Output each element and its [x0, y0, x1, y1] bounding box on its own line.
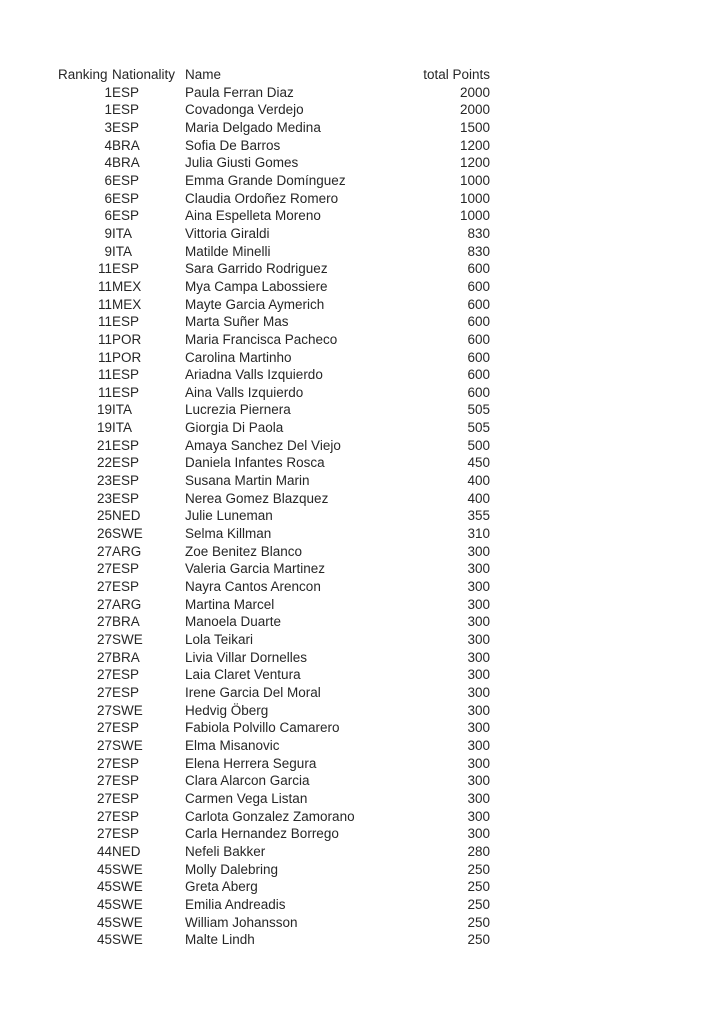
table-row	[58, 719, 490, 737]
points-cell: 300	[467, 720, 490, 736]
table-row	[58, 843, 490, 861]
ranking-cell: 9	[104, 225, 112, 241]
nationality-cell: ITA	[112, 225, 132, 241]
points-cell: 1000	[459, 208, 490, 224]
table-row	[58, 578, 490, 596]
table-row	[58, 507, 490, 525]
table-row	[58, 543, 490, 561]
ranking-cell: 27	[96, 773, 112, 789]
name-cell: Marta Suñer Mas	[185, 314, 289, 330]
nationality-cell: BRA	[112, 614, 140, 630]
name-cell: Laia Claret Ventura	[185, 667, 301, 683]
points-cell: 830	[467, 243, 490, 259]
points-cell: 300	[467, 561, 490, 577]
points-cell: 1200	[459, 155, 490, 171]
table-row	[58, 349, 490, 367]
name-cell: Mya Campa Labossiere	[185, 278, 328, 294]
points-cell: 1000	[459, 190, 490, 206]
ranking-cell: 27	[96, 755, 112, 771]
points-cell: 1500	[459, 119, 490, 135]
ranking-cell: 11	[97, 314, 112, 330]
table-row	[58, 331, 490, 349]
nationality-cell: MEX	[112, 296, 142, 312]
nationality-cell: ESP	[112, 102, 140, 118]
table-row	[58, 790, 490, 808]
name-cell: Sofia De Barros	[185, 137, 281, 153]
name-cell: Carla Hernandez Borrego	[185, 826, 339, 842]
nationality-cell: NED	[112, 508, 141, 524]
nationality-cell: ITA	[112, 402, 132, 418]
name-cell: Valeria Garcia Martinez	[185, 561, 326, 577]
points-cell: 505	[467, 420, 490, 436]
ranking-cell: 45	[96, 932, 112, 948]
table-row	[58, 437, 490, 455]
ranking-cell: 44	[96, 843, 112, 859]
nationality-cell: ESP	[112, 684, 140, 700]
nationality-cell: ESP	[112, 172, 140, 188]
points-cell: 400	[467, 490, 490, 506]
name-cell: Emilia Andreadis	[185, 896, 286, 912]
points-cell: 300	[467, 684, 490, 700]
points-cell: 250	[467, 861, 490, 877]
nationality-cell: ESP	[112, 473, 140, 489]
nationality-cell: ESP	[112, 808, 140, 824]
table-row	[58, 472, 490, 490]
ranking-cell: 27	[96, 826, 112, 842]
nationality-cell: ITA	[112, 243, 132, 259]
points-cell: 600	[467, 349, 490, 365]
name-cell: Greta Aberg	[185, 879, 258, 895]
name-cell: Covadonga Verdejo	[185, 102, 304, 118]
header-row	[58, 66, 490, 84]
ranking-cell: 6	[104, 190, 112, 206]
ranking-cell: 27	[96, 579, 112, 595]
table-row	[58, 101, 490, 119]
ranking-cell: 11	[97, 349, 112, 365]
name-cell: Matilde Minelli	[185, 243, 271, 259]
ranking-cell: 4	[104, 137, 112, 153]
column-header-name: Name	[185, 67, 222, 82]
nationality-cell: ESP	[112, 490, 140, 506]
column-header-ranking: Ranking	[58, 67, 108, 82]
table-row	[58, 190, 490, 208]
name-cell: Livia Villar Dornelles	[185, 649, 308, 665]
table-row	[58, 649, 490, 667]
nationality-cell: ARG	[112, 596, 142, 612]
name-cell: Elena Herrera Segura	[185, 755, 317, 771]
points-cell: 300	[467, 596, 490, 612]
ranking-cell: 1	[104, 102, 112, 118]
table-header	[58, 66, 490, 84]
ranking-cell: 11	[97, 331, 112, 347]
points-cell: 600	[467, 367, 490, 383]
ranking-table-body	[58, 84, 490, 949]
ranking-cell: 21	[96, 437, 112, 453]
name-cell: Malte Lindh	[185, 932, 255, 948]
points-cell: 300	[467, 667, 490, 683]
name-cell: Aina Espelleta Moreno	[185, 208, 321, 224]
ranking-cell: 23	[96, 490, 112, 506]
nationality-cell: SWE	[112, 702, 143, 718]
nationality-cell: SWE	[112, 526, 143, 542]
name-cell: Clara Alarcon Garcia	[185, 773, 310, 789]
ranking-cell: 26	[96, 526, 112, 542]
points-cell: 250	[467, 879, 490, 895]
nationality-cell: ESP	[112, 667, 140, 683]
name-cell: Selma Killman	[185, 526, 272, 542]
name-cell: Giorgia Di Paola	[185, 420, 284, 436]
ranking-cell: 45	[96, 879, 112, 895]
name-cell: Carlota Gonzalez Zamorano	[185, 808, 355, 824]
ranking-cell: 19	[96, 420, 112, 436]
ranking-table	[58, 66, 490, 949]
table-row	[58, 278, 490, 296]
table-row	[58, 384, 490, 402]
name-cell: Susana Martin Marin	[185, 473, 310, 489]
ranking-cell: 6	[104, 172, 112, 188]
table-row	[58, 737, 490, 755]
name-cell: Hedvig Öberg	[185, 702, 269, 718]
nationality-cell: ARG	[112, 543, 142, 559]
ranking-cell: 45	[96, 914, 112, 930]
nationality-cell: ESP	[112, 84, 140, 100]
table-row	[58, 225, 490, 243]
points-cell: 300	[467, 543, 490, 559]
nationality-cell: SWE	[112, 914, 143, 930]
points-cell: 2000	[459, 84, 490, 100]
nationality-cell: ESP	[112, 720, 140, 736]
column-header-total-points: total Points	[423, 67, 490, 82]
ranking-cell: 27	[96, 561, 112, 577]
nationality-cell: ESP	[112, 790, 140, 806]
points-cell: 1200	[459, 137, 490, 153]
points-cell: 600	[467, 314, 490, 330]
nationality-cell: ESP	[112, 314, 140, 330]
table-row	[58, 454, 490, 472]
points-cell: 250	[467, 896, 490, 912]
ranking-cell: 27	[96, 632, 112, 647]
table-row	[58, 260, 490, 278]
ranking-cell: 11	[97, 261, 112, 277]
points-cell: 300	[467, 808, 490, 824]
name-cell: Paula Ferran Diaz	[185, 84, 294, 100]
table-row	[58, 207, 490, 225]
ranking-cell: 9	[104, 243, 112, 259]
name-cell: Fabiola Polvillo Camarero	[185, 720, 340, 736]
ranking-cell: 27	[96, 596, 112, 612]
nationality-cell: ESP	[112, 455, 140, 471]
table-row	[58, 137, 490, 155]
ranking-cell: 11	[97, 367, 112, 383]
ranking-cell: 27	[96, 649, 112, 665]
table-row	[58, 154, 490, 172]
table-row	[58, 490, 490, 508]
nationality-cell: POR	[112, 349, 142, 365]
nationality-cell: MEX	[112, 278, 142, 294]
table-row	[58, 172, 490, 190]
points-cell: 600	[467, 278, 490, 294]
name-cell: Amaya Sanchez Del Viejo	[185, 437, 341, 453]
name-cell: Ariadna Valls Izquierdo	[185, 367, 323, 383]
name-cell: Julie Luneman	[185, 508, 273, 524]
points-cell: 280	[467, 843, 490, 859]
name-cell: Mayte Garcia Aymerich	[185, 296, 325, 312]
points-cell: 300	[467, 737, 490, 753]
name-cell: Irene Garcia Del Moral	[185, 684, 321, 700]
table-row	[58, 401, 490, 419]
nationality-cell: SWE	[112, 879, 143, 895]
points-cell: 2000	[459, 102, 490, 118]
nationality-cell: SWE	[112, 932, 143, 948]
nationality-cell: BRA	[112, 155, 140, 171]
points-cell: 1000	[459, 172, 490, 188]
table-row	[58, 119, 490, 137]
nationality-cell: POR	[112, 331, 142, 347]
table-row	[58, 808, 490, 826]
ranking-cell: 27	[96, 614, 112, 630]
ranking-cell: 45	[96, 861, 112, 877]
ranking-cell: 1	[104, 84, 112, 100]
points-cell: 300	[467, 614, 490, 630]
ranking-cell: 11	[97, 384, 112, 400]
nationality-cell: ESP	[112, 208, 140, 224]
points-cell: 830	[467, 225, 490, 241]
table-row	[58, 84, 490, 102]
nationality-cell: ESP	[112, 561, 140, 577]
nationality-cell: ESP	[112, 119, 140, 135]
name-cell: Vittoria Giraldi	[185, 225, 270, 241]
table-row	[58, 702, 490, 720]
points-cell: 250	[467, 914, 490, 930]
points-cell: 600	[467, 296, 490, 312]
table-row	[58, 825, 490, 843]
nationality-cell: SWE	[112, 737, 143, 753]
nationality-cell: ESP	[112, 261, 140, 277]
table-row	[58, 366, 490, 384]
points-cell: 400	[467, 473, 490, 489]
table-row	[58, 631, 490, 649]
points-cell: 300	[467, 702, 490, 718]
nationality-cell: ESP	[112, 437, 140, 453]
points-cell: 300	[467, 632, 490, 647]
nationality-cell: SWE	[112, 632, 143, 647]
name-cell: Nefeli Bakker	[185, 843, 266, 859]
nationality-cell: ESP	[112, 190, 140, 206]
name-cell: Aina Valls Izquierdo	[185, 384, 304, 400]
points-cell: 300	[467, 826, 490, 842]
name-cell: William Johansson	[185, 914, 298, 930]
name-cell: Carolina Martinho	[185, 349, 292, 365]
ranking-cell: 23	[96, 473, 112, 489]
ranking-cell: 11	[97, 278, 112, 294]
name-cell: Elma Misanovic	[185, 737, 280, 753]
points-cell: 450	[467, 455, 490, 471]
nationality-cell: ESP	[112, 579, 140, 595]
name-cell: Molly Dalebring	[185, 861, 279, 877]
table-row	[58, 296, 490, 314]
table-row	[58, 313, 490, 331]
points-cell: 300	[467, 755, 490, 771]
ranking-cell: 4	[104, 155, 112, 171]
name-cell: Maria Francisca Pacheco	[185, 331, 338, 347]
ranking-cell: 27	[96, 808, 112, 824]
nationality-cell: ESP	[112, 755, 140, 771]
name-cell: Lola Teikari	[185, 632, 254, 647]
ranking-cell: 19	[96, 402, 112, 418]
points-cell: 300	[467, 790, 490, 806]
table-row	[58, 419, 490, 437]
ranking-cell: 27	[96, 720, 112, 736]
nationality-cell: ESP	[112, 384, 140, 400]
name-cell: Sara Garrido Rodriguez	[185, 261, 328, 277]
nationality-cell: NED	[112, 843, 141, 859]
name-cell: Nerea Gomez Blazquez	[185, 490, 329, 506]
nationality-cell: SWE	[112, 861, 143, 877]
points-cell: 250	[467, 932, 490, 948]
column-header-nationality: Nationality	[112, 67, 176, 82]
name-cell: Maria Delgado Medina	[185, 119, 321, 135]
name-cell: Julia Giusti Gomes	[185, 155, 299, 171]
table-row	[58, 684, 490, 702]
nationality-cell: ESP	[112, 367, 140, 383]
table-row	[58, 772, 490, 790]
points-cell: 355	[467, 508, 490, 524]
ranking-cell: 27	[96, 737, 112, 753]
ranking-cell: 27	[96, 702, 112, 718]
table-row	[58, 878, 490, 896]
table-row	[58, 560, 490, 578]
name-cell: Martina Marcel	[185, 596, 275, 612]
table-row	[58, 243, 490, 261]
points-cell: 600	[467, 261, 490, 277]
points-cell: 300	[467, 649, 490, 665]
points-cell: 600	[467, 384, 490, 400]
ranking-cell: 27	[96, 667, 112, 683]
table-row	[58, 613, 490, 631]
points-cell: 600	[467, 331, 490, 347]
ranking-cell: 45	[96, 896, 112, 912]
name-cell: Carmen Vega Listan	[185, 790, 308, 806]
table-row	[58, 861, 490, 879]
table-row	[58, 914, 490, 932]
table-row	[58, 755, 490, 773]
name-cell: Emma Grande Domínguez	[185, 172, 346, 188]
points-cell: 300	[467, 579, 490, 595]
points-cell: 505	[467, 402, 490, 418]
nationality-cell: ESP	[112, 826, 140, 842]
name-cell: Zoe Benitez Blanco	[185, 543, 303, 559]
nationality-cell: BRA	[112, 649, 140, 665]
ranking-cell: 25	[96, 508, 112, 524]
ranking-cell: 11	[97, 296, 112, 312]
name-cell: Daniela Infantes Rosca	[185, 455, 325, 471]
ranking-cell: 27	[96, 790, 112, 806]
ranking-cell: 27	[96, 543, 112, 559]
name-cell: Nayra Cantos Arencon	[185, 579, 321, 595]
ranking-cell: 22	[96, 455, 112, 471]
ranking-cell: 3	[104, 119, 112, 135]
table-row	[58, 525, 490, 543]
nationality-cell: BRA	[112, 137, 140, 153]
table-row	[58, 931, 490, 949]
points-cell: 300	[467, 773, 490, 789]
name-cell: Claudia Ordoñez Romero	[185, 190, 339, 206]
ranking-cell: 6	[104, 208, 112, 224]
table-row	[58, 666, 490, 684]
name-cell: Lucrezia Piernera	[185, 402, 291, 418]
table-row	[58, 596, 490, 614]
nationality-cell: ITA	[112, 420, 132, 436]
ranking-cell: 27	[96, 684, 112, 700]
points-cell: 310	[467, 526, 490, 542]
points-cell: 500	[467, 437, 490, 453]
nationality-cell: SWE	[112, 896, 143, 912]
name-cell: Manoela Duarte	[185, 614, 282, 630]
nationality-cell: ESP	[112, 773, 140, 789]
table-row	[58, 896, 490, 914]
